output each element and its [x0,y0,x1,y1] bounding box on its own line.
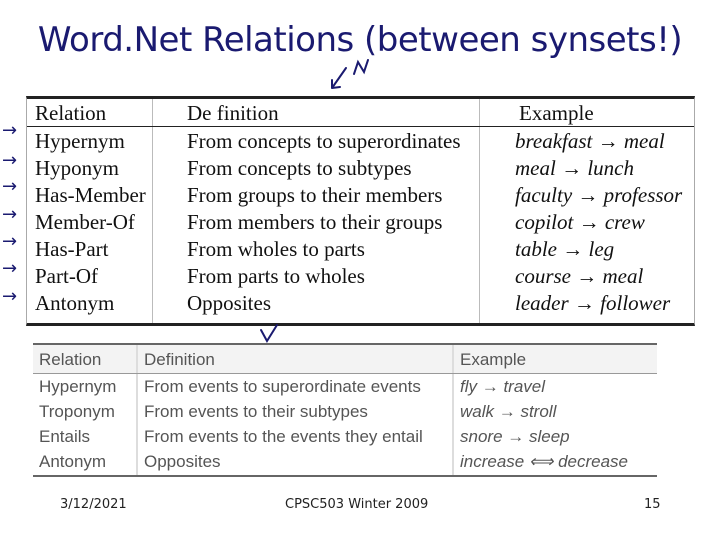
noun-relations-table [26,96,695,326]
handwritten-check-icon: → [2,258,18,279]
handwritten-check-icon: → [2,231,18,252]
example-cell: leader → follower [515,291,671,315]
relation-cell: Hypernym [39,377,117,396]
table-header-example: Example [460,350,527,369]
relation-cell: Antonym [35,291,115,315]
definition-cell: From groups to their members [187,183,443,207]
definition-cell: Opposites [187,291,271,315]
slide-title: Word.Net Relations (between synsets!) [37,20,683,60]
example-cell: fly → travel [460,377,546,396]
relation-cell: Entails [39,427,91,446]
definition-cell: From events to superordinate events [144,377,421,396]
table-header-relation: Relation [39,350,102,369]
verb-relations-table [33,343,657,477]
handwritten-check-icon: → [2,286,18,307]
example-cell: table → leg [515,237,615,261]
example-cell: faculty → professor [515,183,683,207]
handwritten-check-icon: → [2,204,18,225]
definition-cell: From wholes to parts [187,237,365,261]
handwritten-check-icon [258,322,280,344]
table-header-relation: Relation [35,101,107,125]
definition-cell: From events to the events they entail [144,427,423,446]
example-cell: increase ⟺ decrease [460,452,629,471]
relation-cell: Member-Of [35,210,135,234]
definition-cell: From parts to wholes [187,264,365,288]
example-cell: snore → sleep [460,427,570,446]
table-header-definition: Definition [144,350,215,369]
example-cell: course → meal [515,264,644,288]
relation-cell: Part-Of [35,264,98,288]
relation-cell: Hyponym [35,156,119,180]
handwritten-check-icon: → [2,176,18,197]
table-header-example: Example [519,101,594,125]
definition-cell: From concepts to subtypes [187,156,412,180]
handwritten-arrow-icon [328,58,378,92]
relation-cell: Has-Part [35,237,109,261]
footer-page-number: 15 [644,497,661,512]
example-cell: meal → lunch [515,156,634,180]
relation-cell: Hypernym [35,129,125,153]
relation-cell: Troponym [39,402,115,421]
footer-date: 3/12/2021 [60,497,127,512]
definition-cell: From events to their subtypes [144,402,368,421]
definition-cell: Opposites [144,452,221,471]
example-cell: breakfast → meal [515,129,665,153]
example-cell: copilot → crew [515,210,645,234]
definition-cell: From concepts to superordinates [187,129,461,153]
example-cell: walk → stroll [460,402,557,421]
table-header-definition: De finition [187,101,279,125]
footer-course: CPSC503 Winter 2009 [285,497,429,512]
relation-cell: Antonym [39,452,107,471]
handwritten-check-icon: → [2,120,18,141]
relation-cell: Has-Member [35,183,146,207]
definition-cell: From members to their groups [187,210,443,234]
handwritten-check-icon: → [2,150,18,171]
